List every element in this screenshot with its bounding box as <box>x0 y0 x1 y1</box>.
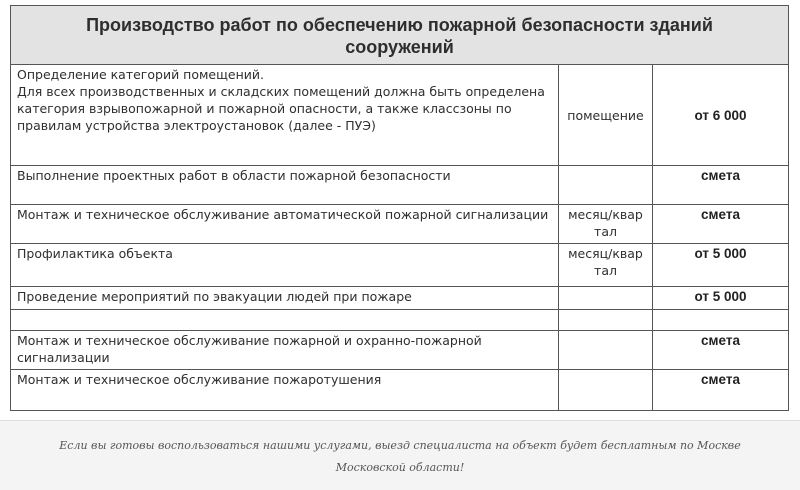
service-price: смета <box>653 166 789 205</box>
service-unit <box>559 310 653 331</box>
service-description-line: Определение категорий помещений. <box>17 67 264 82</box>
service-price: от 5 000 <box>653 287 789 310</box>
service-description <box>11 370 559 411</box>
service-price: смета <box>653 205 789 244</box>
service-description <box>11 310 559 331</box>
service-unit <box>559 287 653 310</box>
service-description-line: Монтаж и техническое обслуживание автоматической пожарной сигнализации <box>17 207 549 222</box>
footer-note: Если вы готовы воспользоваться нашими услугами, выезд специалиста на объект будет бесплатным по Москве Московской области! <box>59 439 741 474</box>
service-description-line: Монтаж и техническое обслуживание пожаротушения <box>17 372 382 387</box>
service-price: смета <box>653 370 789 411</box>
service-unit: помещение <box>559 65 653 166</box>
services-price-table <box>10 5 789 411</box>
service-price: от 6 000 <box>653 65 789 166</box>
service-unit <box>559 166 653 205</box>
table-row <box>11 244 789 287</box>
table-row <box>11 310 789 331</box>
service-unit <box>559 331 653 370</box>
service-description-line: Монтаж и техническое обслуживание пожарной и охранно-пожарной сигнализации <box>17 333 482 365</box>
table-row <box>11 331 789 370</box>
service-description <box>11 166 559 205</box>
service-unit <box>559 370 653 411</box>
table-header-row <box>11 6 789 65</box>
service-price: смета <box>653 331 789 370</box>
service-description-line: Выполнение проектных работ в области пожарной безопасности <box>17 168 451 183</box>
footer-note-box <box>0 420 800 490</box>
table-title: Производство работ по обеспечению пожарной безопасности зданий сооружений <box>11 6 789 65</box>
service-price <box>653 310 789 331</box>
table-row <box>11 166 789 205</box>
service-description <box>11 331 559 370</box>
table-row <box>11 287 789 310</box>
service-description-line: Проведение мероприятий по эвакуации людей при пожаре <box>17 289 412 304</box>
service-unit: месяц/квартал <box>559 244 653 287</box>
service-description <box>11 244 559 287</box>
service-description-line: Профилактика объекта <box>17 246 173 261</box>
table-row <box>11 205 789 244</box>
table-row <box>11 65 789 166</box>
service-price: от 5 000 <box>653 244 789 287</box>
service-description <box>11 65 559 166</box>
service-description <box>11 287 559 310</box>
service-unit: месяц/квартал <box>559 205 653 244</box>
service-description-line: Для всех производственных и складских помещений должна быть определена категория взрывопожарной и пожарной опасности, а также классзоны по правилам устройства электроустановок (далее - ПУЭ) <box>17 84 545 133</box>
table-row <box>11 370 789 411</box>
service-description <box>11 205 559 244</box>
